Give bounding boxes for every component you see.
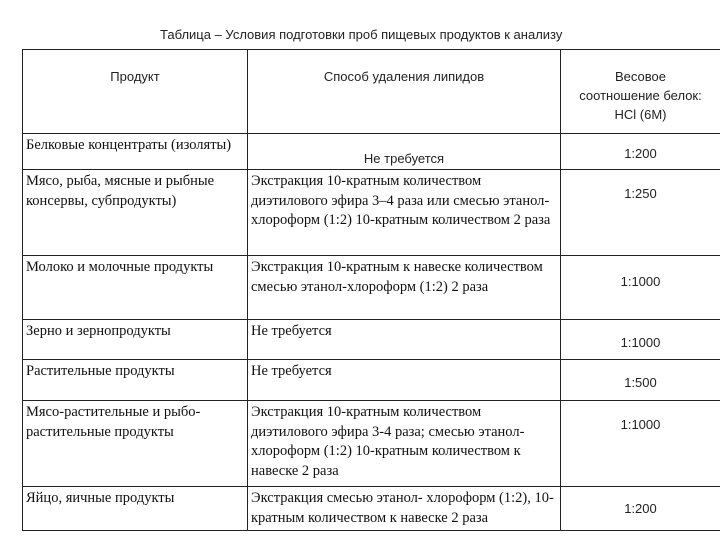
table-row [23,256,720,320]
cell-ratio: 1:250 [561,170,720,256]
table-row [23,401,720,487]
table-caption: Таблица – Условия подготовки проб пищевых продуктов к анализу [160,27,563,42]
cell-method: Экстракция 10-кратным к навеске количеством смесью этанол-хлороформ (1:2) 2 раза [248,256,561,320]
table-row [23,320,720,360]
cell-product: Мясо-растительные и рыбо-растительные продукты [23,401,248,487]
cell-method: Не требуется [248,134,561,170]
cell-ratio: 1:200 [561,134,720,170]
cell-product: Мясо, рыба, мясные и рыбные консервы, субпродукты) [23,170,248,256]
cell-ratio: 1:200 [561,487,720,531]
table-header-row [23,50,720,134]
cell-ratio: 1:500 [561,360,720,401]
header-product: Продукт [23,50,248,134]
data-table [22,49,720,531]
cell-product: Яйцо, яичные продукты [23,487,248,531]
cell-method: Не требуется [248,360,561,401]
header-ratio: Весовое соотношение белок: HCl (6M) [561,50,720,134]
cell-ratio: 1:1000 [561,320,720,360]
cell-ratio: 1:1000 [561,256,720,320]
cell-method: Экстракция смесью этанол- хлороформ (1:2), 10-кратным количеством к навеске 2 раза [248,487,561,531]
cell-product: Зерно и зернопродукты [23,320,248,360]
table-row [23,170,720,256]
table-row [23,487,720,531]
cell-method: Не требуется [248,320,561,360]
cell-product: Молоко и молочные продукты [23,256,248,320]
cell-method: Экстракция 10-кратным количеством диэтилового эфира 3–4 раза или смесью этанол-хлороформ (1:2) 10-кратным количеством 2 раза [248,170,561,256]
cell-product: Растительные продукты [23,360,248,401]
header-method: Способ удаления липидов [248,50,561,134]
table-row [23,134,720,170]
table-row [23,360,720,401]
cell-ratio: 1:1000 [561,401,720,487]
cell-product: Белковые концентраты (изоляты) [23,134,248,170]
cell-method: Экстракция 10-кратным количеством диэтилового эфира 3-4 раза; смесью этанол-хлороформ (1:2) 10-кратным количеством к навеске 2 раза [248,401,561,487]
